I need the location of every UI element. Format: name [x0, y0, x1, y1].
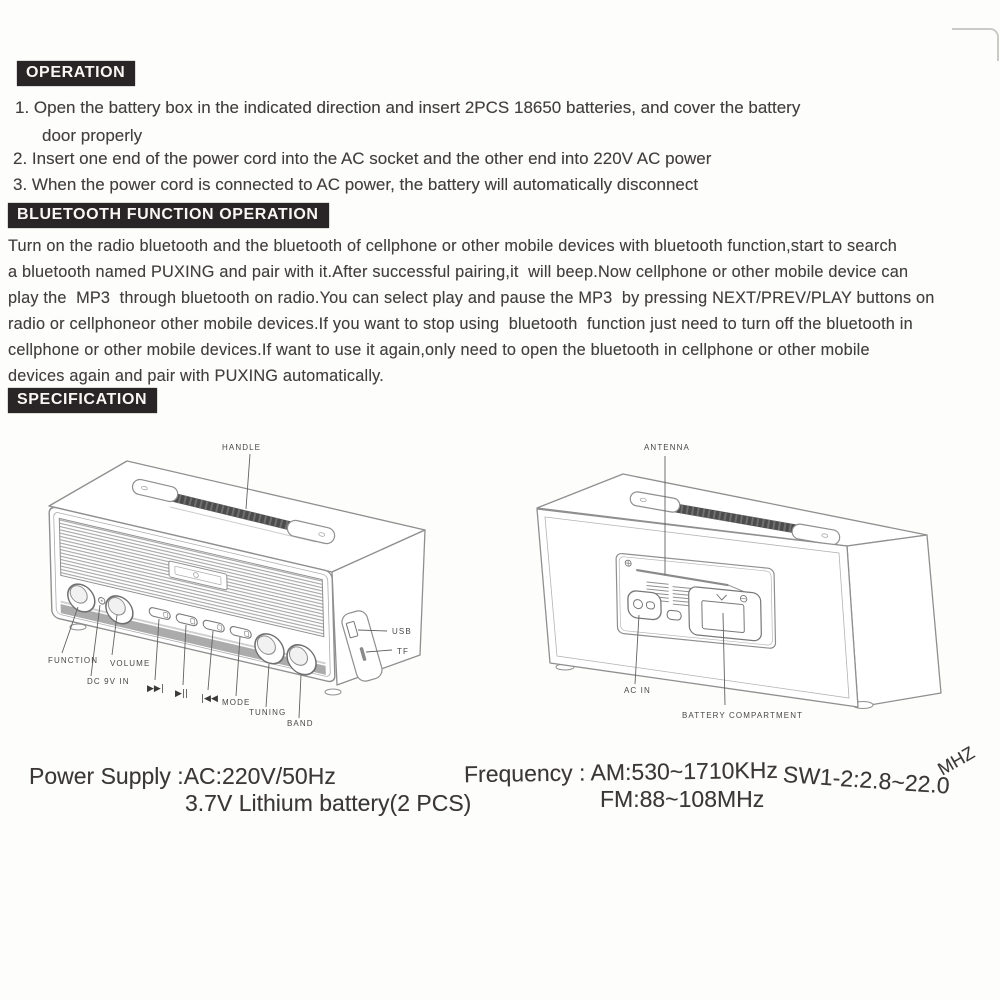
band-label: BAND: [287, 719, 314, 728]
volume-label: VOLUME: [110, 659, 151, 668]
tuning-label: TUNING: [249, 708, 287, 717]
antenna-label: ANTENNA: [644, 443, 690, 452]
ac-socket: [628, 590, 662, 620]
play-pause-symbol: ▶||: [175, 689, 188, 699]
bluetooth-paragraph-line-3: play the MP3 through bluetooth on radio.You can select play and pause the MP3 by pressing NEXT/PREV/PLAY buttons on: [8, 289, 935, 307]
bluetooth-heading: BLUETOOTH FUNCTION OPERATION: [8, 203, 329, 228]
handle-label: HANDLE: [222, 443, 262, 452]
back-panel: [616, 553, 776, 649]
prev-track-symbol: |◀◀: [201, 694, 218, 704]
function-label: FUNCTION: [48, 656, 99, 665]
sw-unit: MHZ: [934, 742, 978, 780]
back-right-face: [847, 535, 941, 707]
scan-corner-mark: [952, 28, 999, 61]
dc-in-label: DC 9V IN: [87, 677, 130, 686]
back-view-diagram: [525, 437, 975, 747]
bluetooth-paragraph-line-1: Turn on the radio bluetooth and the bluetooth of cellphone or other mobile devices with bluetooth function,start to search: [8, 237, 898, 255]
operation-item-1-line-1: 1. Open the battery box in the indicated direction and insert 2PCS 18650 batteries, and cover the battery: [15, 98, 801, 117]
panel-screw: [625, 560, 631, 567]
battery-spec: 3.7V Lithium battery(2 PCS): [185, 790, 472, 816]
specification-heading: SPECIFICATION: [8, 388, 157, 413]
front-view-diagram: [20, 437, 450, 737]
ac-in-label: AC IN: [624, 686, 651, 695]
power-supply-spec: Power Supply :AC:220V/50Hz: [29, 763, 336, 789]
bluetooth-paragraph-line-5: cellphone or other mobile devices.If want to use it again,only need to open the bluetooth in cellphone or other mobile: [8, 341, 870, 359]
next-track-symbol: ▶▶|: [147, 684, 164, 694]
battery-compartment-label: BATTERY COMPARTMENT: [682, 711, 804, 720]
cord-hole: [667, 610, 681, 620]
frequency-am-spec: Frequency : AM:530~1710KHz: [463, 756, 779, 788]
front-right-foot: [325, 689, 341, 695]
operation-item-2: 2. Insert one end of the power cord into the AC socket and the other end into 220V AC power: [13, 149, 712, 168]
bluetooth-paragraph-line-4: radio or cellphoneor other mobile devices.If you want to stop using bluetooth function just need to turn off the bluetooth in: [8, 315, 913, 333]
operation-item-3-number: 3.: [13, 175, 28, 194]
bluetooth-paragraph-line-6: devices again and pair with PUXING automatically.: [8, 367, 385, 385]
operation-item-1-line-2: door properly: [42, 126, 143, 145]
frequency-fm-spec: FM:88~108MHz: [600, 786, 765, 812]
operation-heading: OPERATION: [17, 61, 135, 86]
operation-item-1-number: 1.: [15, 98, 30, 117]
battery-door: [689, 586, 762, 641]
tf-label: TF: [397, 647, 409, 656]
frequency-sw-spec: SW1-2:2.8~22.0MHZ: [782, 742, 978, 799]
operation-item-2-number: 2.: [13, 149, 28, 168]
mode-label: MODE: [222, 698, 251, 707]
usb-label: USB: [392, 627, 412, 636]
bluetooth-paragraph-line-2: a bluetooth named PUXING and pair with it.After successful pairing,it will beep.Now cellphone or other mobile device can: [8, 263, 909, 281]
operation-item-3: 3. When the power cord is connected to AC power, the battery will automatically disconnect: [13, 175, 699, 194]
